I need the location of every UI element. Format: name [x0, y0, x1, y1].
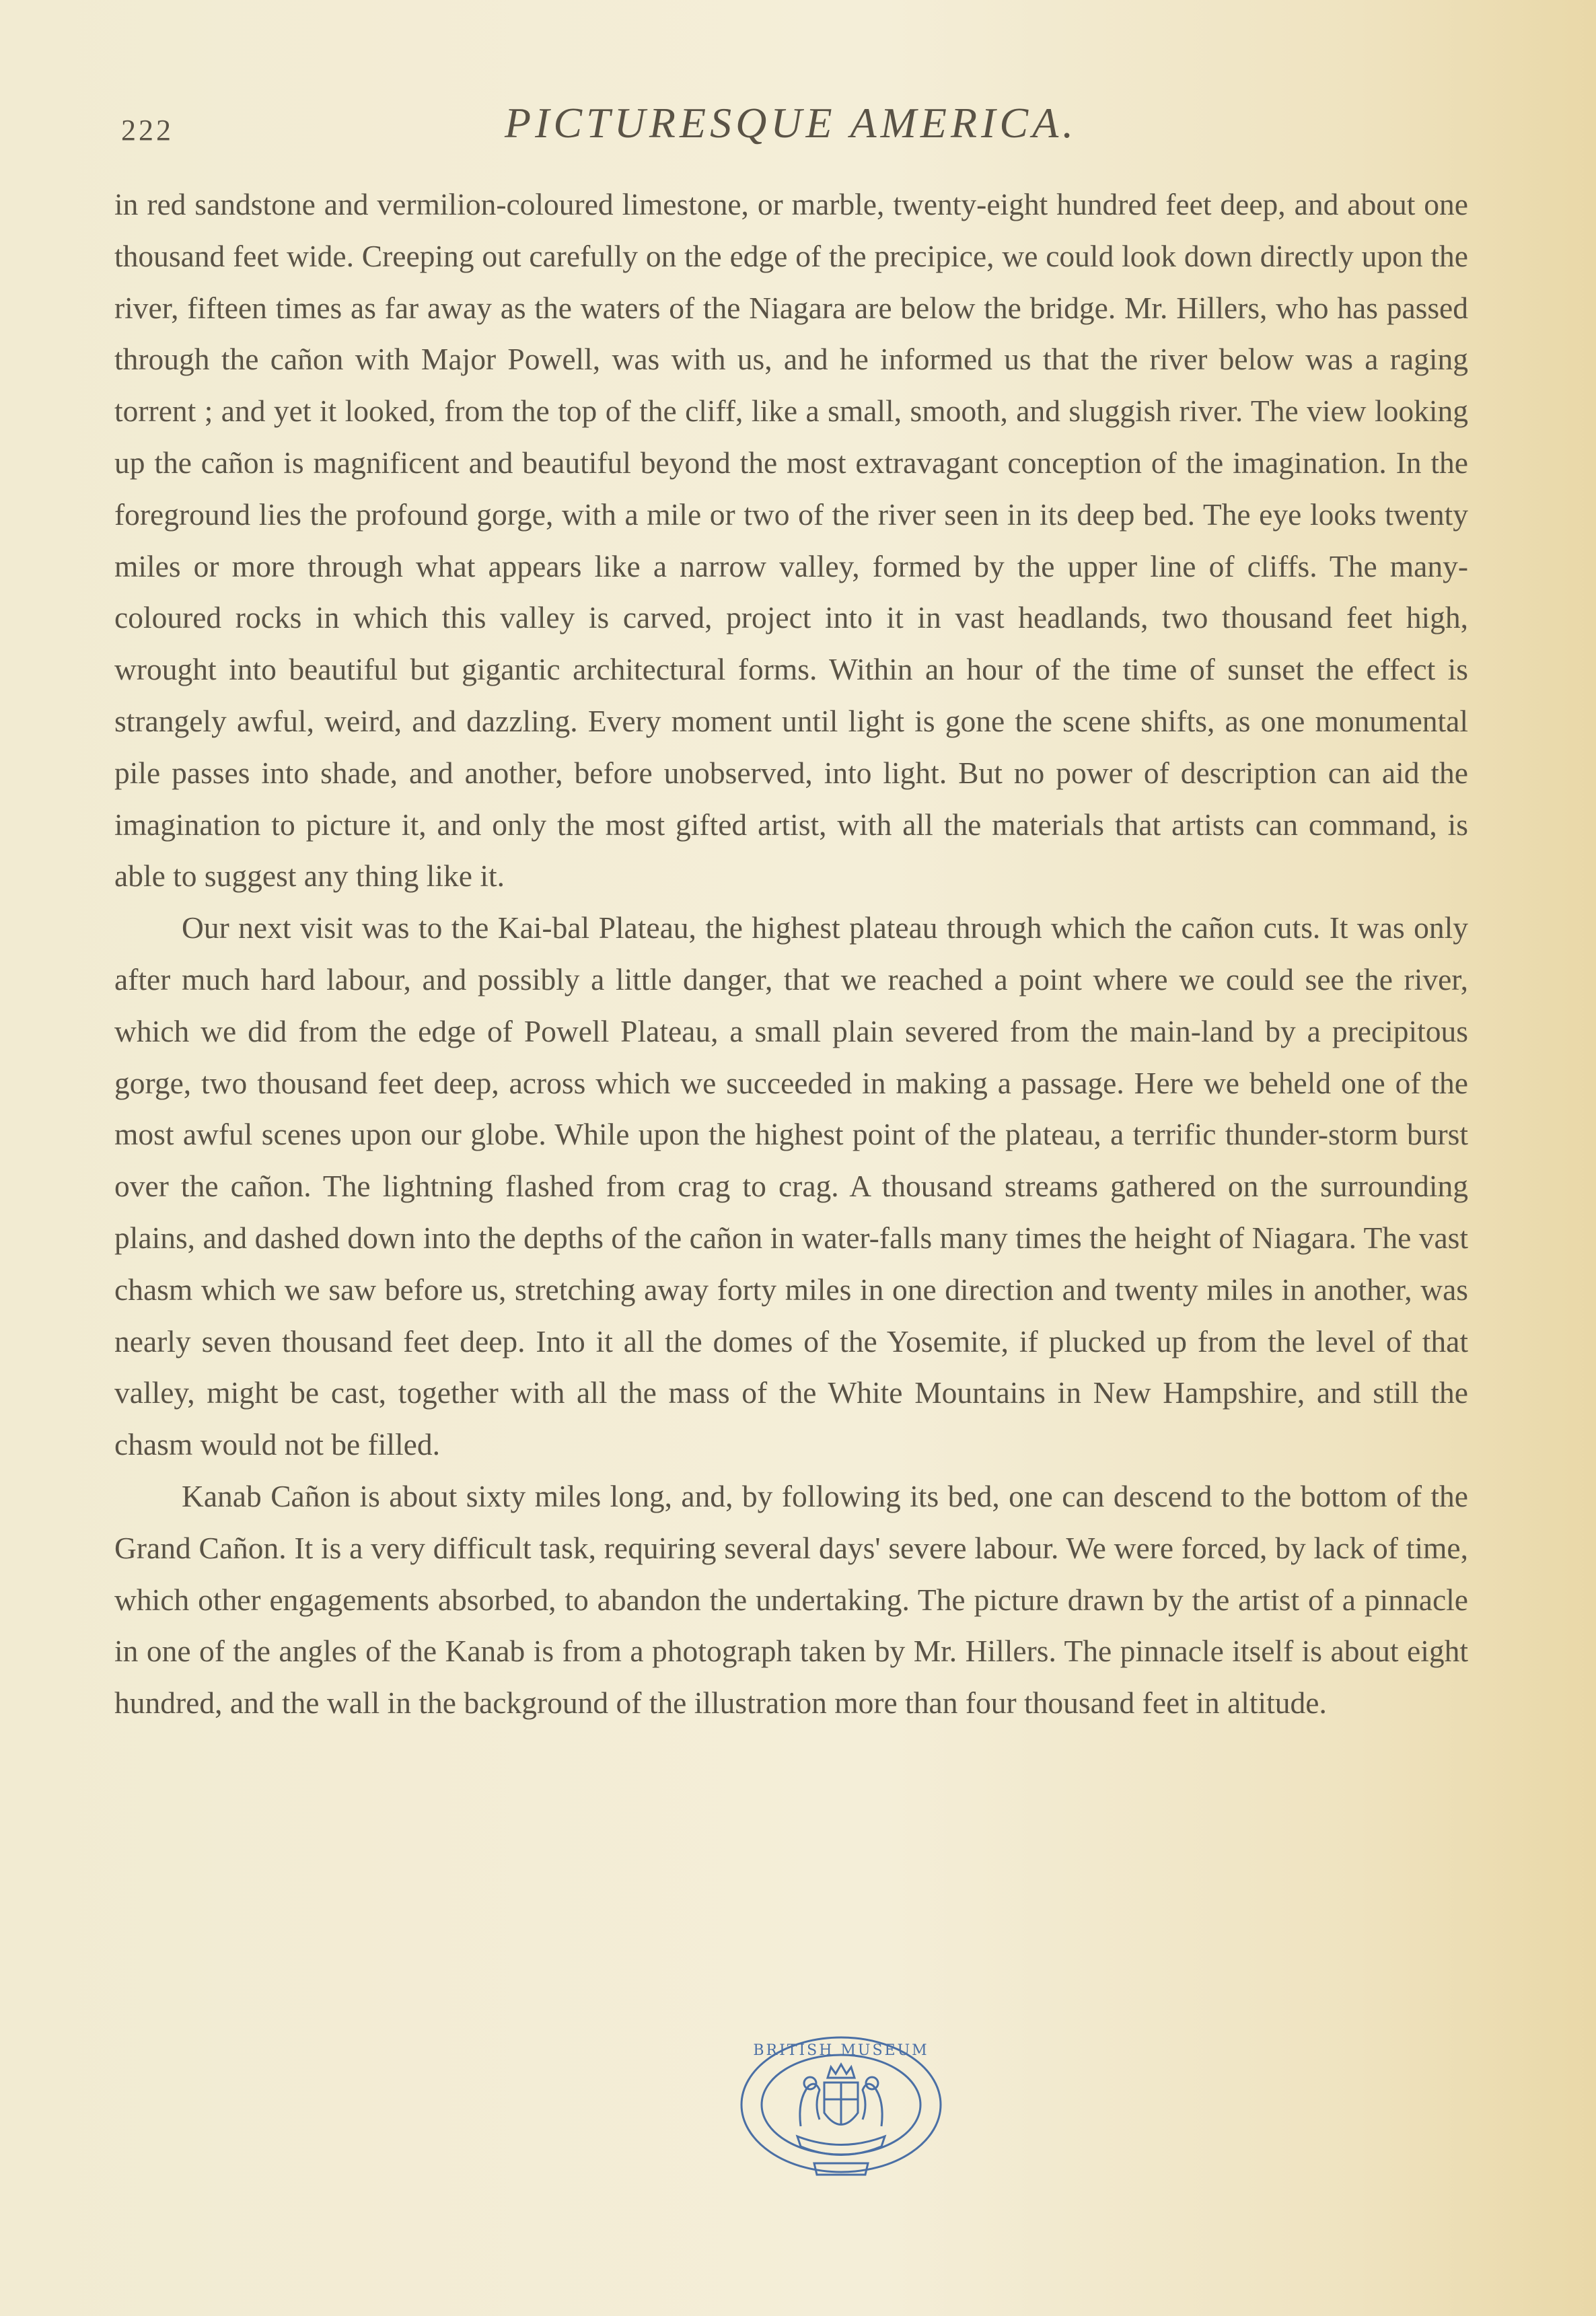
- stamp-text: BRITISH MUSEUM: [753, 2042, 929, 2059]
- paragraph-2: Our next visit was to the Kai-bal Plateau, the highest plateau through which the cañon cuts. It was only after much hard labour, and possibly a little danger, that we reached a point where we could see the river, which we did from the edge of Powell Plateau, a small plain severed from the main-land by a precipitous gorge, two thousand feet deep, across which we succeeded in making a passage. Here we beheld one of the most awful scenes upon our globe. While upon the highest point of the plateau, a terrific thunder-storm burst over the cañon. The lightning flashed from crag to crag. A thousand streams gathered on the surrounding plains, and dashed down into the depths of the cañon in water-falls many times the height of Niagara. The vast chasm which we saw before us, stretching away forty miles in one direction and twenty miles in another, was nearly seven thousand feet deep. Into it all the domes of the Yosemite, if plucked up from the level of that valley, might be cast, together with all the mass of the White Mountains in New Hampshire, and still the chasm would not be filled.: [114, 910, 1468, 1462]
- british-museum-stamp-icon: [733, 2025, 949, 2187]
- page-header: [114, 94, 1480, 148]
- paragraph-1: in red sandstone and vermilion-coloured limestone, or marble, twenty-eight hundred feet deep, and about one thousand feet wide. Creeping out carefully on the edge of the precipice, we could look down directly upon the river, fifteen times as far away as the waters of the Niagara are below the bridge. Mr. Hillers, who has passed through the cañon with Major Powell, was with us, and he informed us that the river below was a raging torrent ; and yet it looked, from the top of the cliff, like a small, smooth, and sluggish river. The view looking up the cañon is magnificent and beautiful beyond the most extravagant conception of the imagination. In the foreground lies the profound gorge, with a mile or two of the river seen in its deep bed. The eye looks twenty miles or more through what appears like a narrow valley, formed by the upper line of cliffs. The many-coloured rocks in which this valley is carved, project into it in vast headlands, two thousand feet high, wrought into beautiful but gigantic architectural forms. Within an hour of the time of sunset the effect is strangely awful, weird, and dazzling. Every moment until light is gone the scene shifts, as one monumental pile passes into shade, and another, before unobserved, into light. But no power of description can aid the imagination to picture it, and only the most gifted artist, with all the materials that artists can command, is able to suggest any thing like it.: [114, 187, 1468, 894]
- library-stamp: [733, 2025, 949, 2187]
- page-number: 222: [121, 114, 174, 147]
- paragraph-3: Kanab Cañon is about sixty miles long, and, by following its bed, one can descend to the bottom of the Grand Cañon. It is a very difficult task, requiring several days' severe labour. We were forced, by lack of time, which other engagements absorbed, to abandon the undertaking. The picture drawn by the artist of a pinnacle in one of the angles of the Kanab is from a photograph taken by Mr. Hillers. The pinnacle itself is about eight hundred, and the wall in the background of the illustration more than four thousand feet in altitude.: [114, 1478, 1468, 1721]
- running-title: PICTURESQUE AMERICA.: [505, 99, 1078, 147]
- body-text: [114, 179, 1468, 1729]
